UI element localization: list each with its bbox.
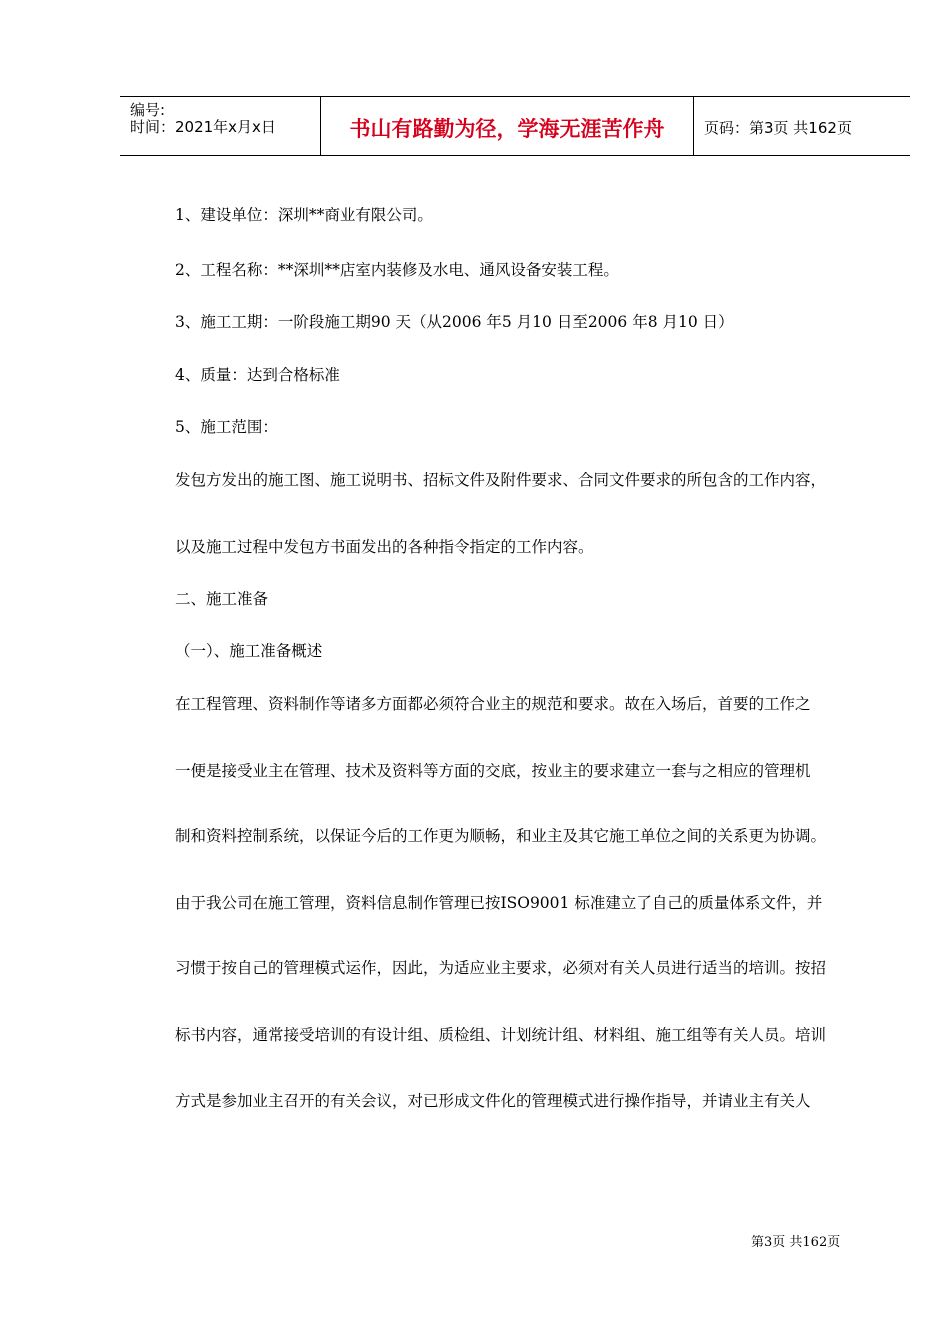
header-page-number: 页码：第3页 共162页 bbox=[704, 118, 852, 137]
body-paragraph-line: 制和资料控制系统，以保证今后的工作更为顺畅，和业主及其它施工单位之间的关系更为协调。 bbox=[175, 827, 827, 845]
header-motto: 书山有路勤为径，学海无涯苦作舟 bbox=[321, 97, 694, 155]
body-paragraph-line: 习惯于按自己的管理模式运作，因此，为适应业主要求，必须对有关人员进行适当的培训。按招 bbox=[175, 959, 827, 977]
body-paragraph-line: 由于我公司在施工管理，资料信息制作管理已按ISO9001 标准建立了自己的质量体系文件，并 bbox=[175, 894, 823, 912]
body-paragraph-line: 在工程管理、资料制作等诸多方面都必须符合业主的规范和要求。故在入场后，首要的工作之 bbox=[175, 695, 811, 713]
body-paragraph-line: 标书内容，通常接受培训的有设计组、质检组、计划统计组、材料组、施工组等有关人员。培训 bbox=[175, 1026, 827, 1044]
body-line-project-name: 2、工程名称：**深圳**店室内装修及水电、通风设备安装工程。 bbox=[175, 261, 619, 279]
header-info-cell bbox=[120, 97, 321, 155]
body-line-schedule: 3、施工工期：一阶段施工期90 天（从2006 年5 月10 日至2006 年8 月10 日） bbox=[175, 313, 734, 331]
footer-page-number: 第3页 共162页 bbox=[751, 1235, 841, 1250]
body-line-scope-1: 发包方发出的施工图、施工说明书、招标文件及附件要求、合同文件要求的所包含的工作内容， bbox=[175, 471, 827, 489]
body-line-scope-2: 以及施工过程中发包方书面发出的各种指令指定的工作内容。 bbox=[175, 538, 594, 556]
document-time-label: 时间：2021年x月x日 bbox=[130, 118, 276, 136]
body-line-scope-heading: 5、施工范围： bbox=[175, 418, 278, 436]
body-line-client: 1、建设单位：深圳**商业有限公司。 bbox=[175, 206, 433, 224]
document-code-label: 编号: bbox=[130, 101, 166, 119]
section-heading-preparation: 二、施工准备 bbox=[175, 590, 269, 608]
subsection-heading-overview: （一）、施工准备概述 bbox=[175, 642, 323, 660]
body-paragraph-line: 一便是接受业主在管理、技术及资料等方面的交底，按业主的要求建立一套与之相应的管理机 bbox=[175, 762, 811, 780]
body-paragraph-line: 方式是参加业主召开的有关会议，对已形成文件化的管理模式进行操作指导，并请业主有关人 bbox=[175, 1092, 811, 1110]
body-line-quality: 4、质量：达到合格标准 bbox=[175, 366, 340, 384]
document-header bbox=[120, 96, 910, 156]
